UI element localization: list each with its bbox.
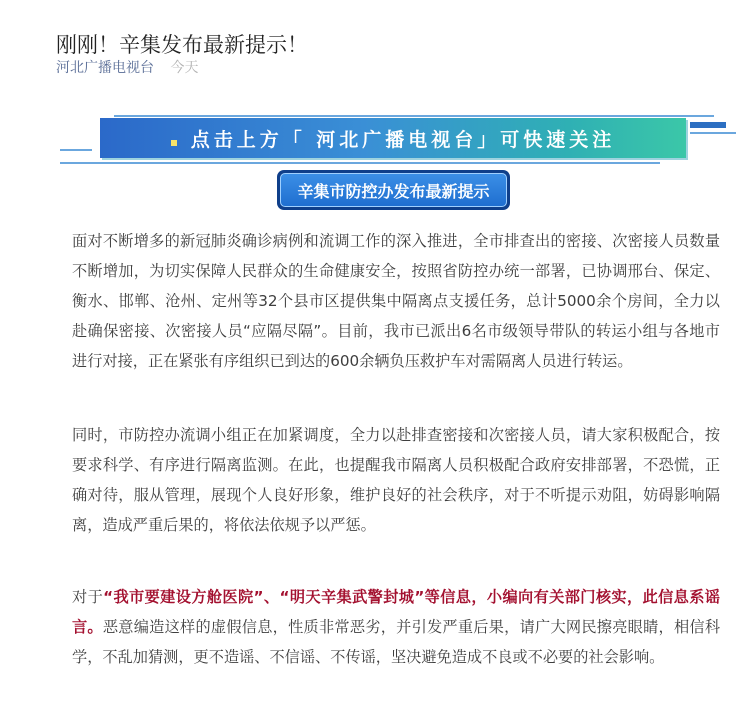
paragraph-3-prefix: 对于 [72,588,104,606]
follow-banner-text: 点击上方「 河北广播电视台」可快速关注 [190,128,616,151]
banner-deco-bar-right [690,122,726,128]
rumor-highlight-text: “我市要建设方舱医院”、“明天辛集武警封城”等信息，小编向有关部门核实，此信息系谣言。 [72,588,720,636]
body-paragraph-2: 同时，市防控办流调小组正在加紧调度，全力以赴排查密接和次密接人员，请大家积极配合，按要求科学、有序进行隔离监测。在此，也提醒我市隔离人员积极配合政府安排部署，不恐慌，正确对待，服从管理，展现个人良好形象，维护良好的社会秩序，对于不听提示劝阻，妨碍影响隔离，造成严重后果的，将依法依规予以严惩。 [72,426,720,534]
banner-deco-line-left [60,149,92,151]
banner-deco-line-bottom [60,162,660,164]
notice-heading-frame [277,170,510,210]
publish-time: 今天 [170,60,199,76]
banner-deco-line-right [690,132,736,134]
banner-deco-line-left-top [114,115,714,117]
notice-heading: 辛集市防控办发布最新提示 [280,173,507,207]
article-meta [56,58,198,78]
banner-dot-icon [171,140,177,146]
body-paragraph-1: 面对不断增多的新冠肺炎确诊病例和流调工作的深入推进，全市排查出的密接、次密接人员数量不断增加，为切实保障人民群众的生命健康安全，按照省防控办统一部署，已协调邢台、保定、衡水、邯郸、沧州、定州等32个县市区提供集中隔离点支援任务，总计5000余个房间，全力以赴确保密接、次密接人员“应隔尽隔”。目前，我市已派出6名市级领导带队的转运小组与各地市进行对接，正在紧张有序组织已到达的600余辆负压救护车对需隔离人员进行转运。 [72,232,720,370]
account-name-link[interactable]: 河北广播电视台 [56,60,154,76]
body-paragraph-3 [72,582,720,672]
follow-banner[interactable] [100,118,686,158]
paragraph-3-rest: 恶意编造这样的虚假信息，性质非常恶劣，并引发严重后果，请广大网民擦亮眼睛，相信科学，不乱加猜测，更不造谣、不信谣、不传谣，坚决避免造成不良或不必要的社会影响。 [72,618,721,666]
article-title: 刚刚！辛集发布最新提示！ [56,33,308,58]
